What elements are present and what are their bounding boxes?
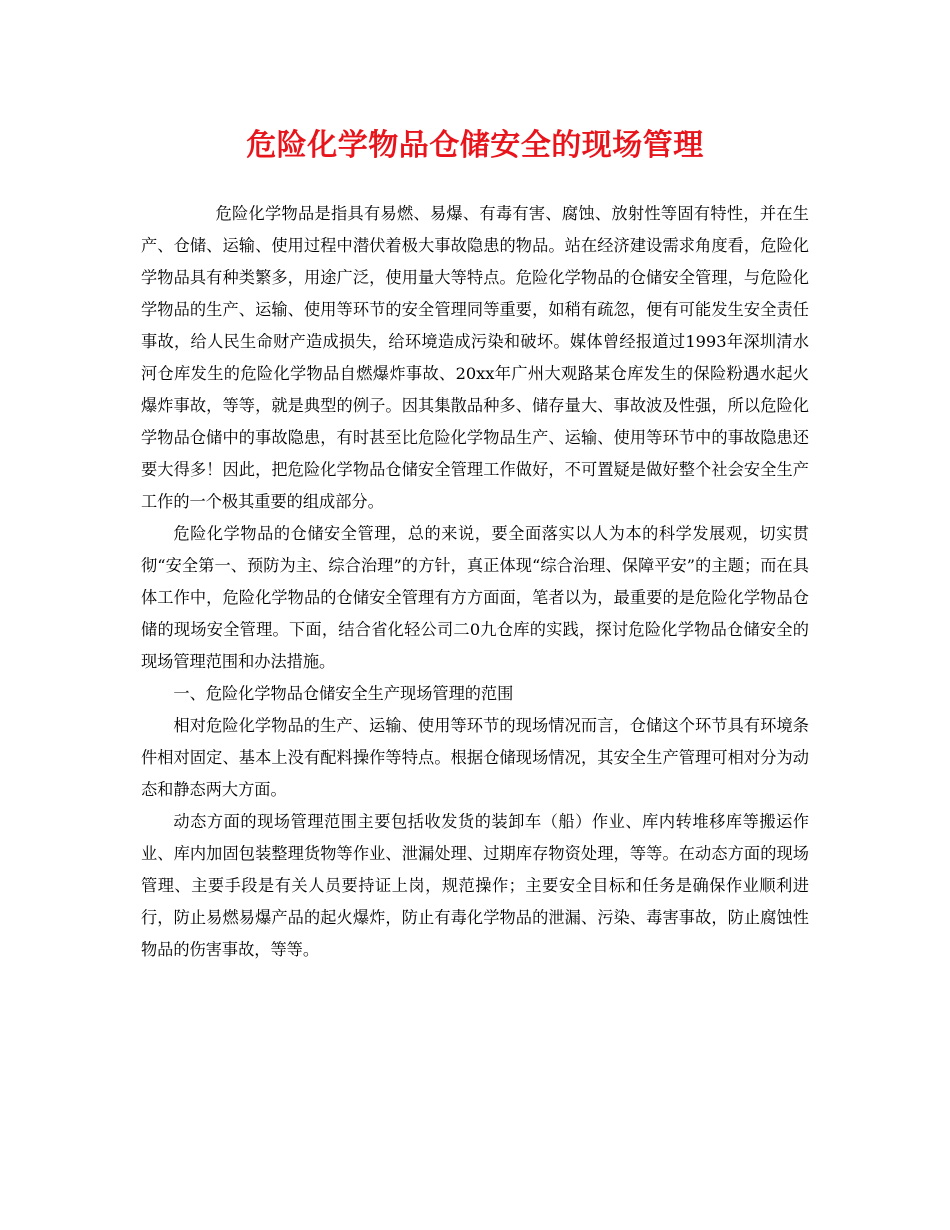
- paragraph-intro: 危险化学物品是指具有易燃、易爆、有毒有害、腐蚀、放射性等固有特性，并在生产、仓储、运输、使用过程中潜伏着极大事故隐患的物品。站在经济建设需求角度看，危险化学物品具有种类繁多，用途广泛，使用量大等特点。危险化学物品的仓储安全管理，与危险化学物品的生产、运输、使用等环节的安全管理同等重要，如稍有疏忽，便有可能发生安全责任事故，给人民生命财产造成损失，给环境造成污染和破坏。媒体曾经报道过1993年深圳清水河仓库发生的危险化学物品自燃爆炸事故、20xx年广州大观路某仓库发生的保险粉遇水起火爆炸事故，等等，就是典型的例子。因其集散品种多、储存量大、事故波及性强，所以危险化学物品仓储中的事故隐患，有时甚至比危险化学物品生产、运输、使用等环节中的事故隐患还要大得多！因此，把危险化学物品仓储安全管理工作做好，不可置疑是做好整个社会安全生产工作的一个极其重要的组成部分。: [141, 204, 809, 511]
- section-heading-1: 一、危险化学物品仓储安全生产现场管理的范围: [173, 684, 514, 703]
- document-body: [141, 198, 809, 966]
- document-title: 危险化学物品仓储安全的现场管理: [246, 128, 704, 163]
- paragraph-overview: 危险化学物品的仓储安全管理，总的来说，要全面落实以人为本的科学发展观，切实贯彻“安全第一、预防为主、综合治理”的方针，真正体现“综合治理、保障平安”的主题；而在具体工作中，危险化学物品的仓储安全管理有方方面面，笔者以为，最重要的是危险化学物品仓储的现场安全管理。下面，结合省化轻公司二0九仓库的实践，探讨危险化学物品仓储安全的现场管理范围和办法措施。: [141, 524, 809, 671]
- paragraph-scope: 相对危险化学物品的生产、运输、使用等环节的现场情况而言，仓储这个环节具有环境条件相对固定、基本上没有配料操作等特点。根据仓储现场情况，其安全生产管理可相对分为动态和静态两大方面。: [141, 716, 809, 799]
- paragraph-dynamic: 动态方面的现场管理范围主要包括收发货的装卸车（船）作业、库内转堆移库等搬运作业、库内加固包装整理货物等作业、泄漏处理、过期库存物资处理，等等。在动态方面的现场管理、主要手段是有关人员要持证上岗，规范操作；主要安全目标和任务是确保作业顺利进行，防止易燃易爆产品的起火爆炸，防止有毒化学物品的泄漏、污染、毒害事故，防止腐蚀性物品的伤害事故，等等。: [141, 812, 809, 959]
